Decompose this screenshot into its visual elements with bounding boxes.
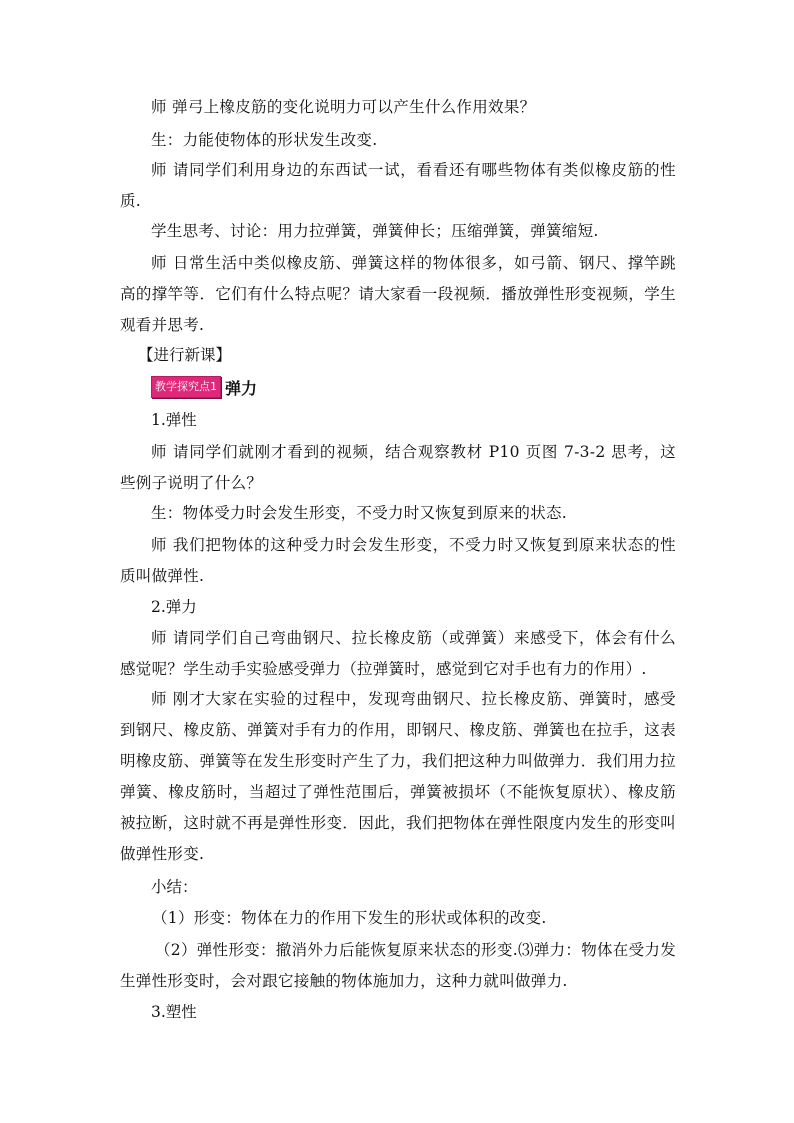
summary-item: （2）弹性形变：撤消外力后能恢复原来状态的形变.⑶弹力：物体在受力发生弹性形变时，会对跟它接触的物体施加力，这种力就叫做弹力. — [120, 941, 676, 990]
paragraph: 师 请同学们自己弯曲钢尺、拉长橡皮筋（或弹簧）来感受下，体会有什么感觉呢？学生动手实验感受弹力（拉弹簧时，感觉到它对手也有力的作用）. — [120, 629, 676, 678]
new-lesson-heading: 【进行新课】 — [138, 346, 232, 364]
paragraph: 师 弹弓上橡皮筋的变化说明力可以产生什么作用效果？ — [151, 98, 536, 116]
paragraph: 生：物体受力时会发生形变，不受力时又恢复到原来的状态. — [151, 504, 568, 522]
paragraph: 师 请同学们就刚才看到的视频，结合观察教材 P10 页图 7-3-2 思考，这些例子说明了什么？ — [120, 443, 676, 492]
section-title: 弹力 — [225, 378, 258, 398]
subheading: 1.弹性 — [151, 411, 197, 429]
section-badge: 教学探究点1 — [151, 376, 221, 398]
paragraph: 师 我们把物体的这种受力时会发生形变，不受力时又恢复到原来状态的性质叫做弹性. — [120, 536, 676, 585]
paragraph: 师 日常生活中类似橡皮筋、弹簧这样的物体很多，如弓箭、钢尺、撑竿跳高的撑竿等．它们有什么特点呢？请大家看一段视频．播放弹性形变视频，学生观看并思考. — [120, 254, 676, 334]
subheading: 2.弹力 — [151, 598, 197, 616]
paragraph: 学生思考、讨论：用力拉弹簧，弹簧伸长；压缩弹簧，弹簧缩短. — [151, 222, 599, 240]
summary-item: （1）形变：物体在力的作用下发生的形状或体积的改变. — [152, 909, 547, 927]
subheading: 3.塑性 — [151, 1003, 197, 1021]
paragraph: 师 刚才大家在实验的过程中，发现弯曲钢尺、拉长橡皮筋、弹簧时，感受到钢尺、橡皮筋、弹簧对手有力的作用，即钢尺、橡皮筋、弹簧也在拉手，这表明橡皮筋、弹簧等在发生形变时产生了力，我们把这种力叫做弹力．我们用力拉弹簧、橡皮筋时，当超过了弹性范围后，弹簧被损坏（不能恢复原状）、橡皮筋被拉断，这时就不再是弹性形变．因此，我们把物体在弹性限度内发生的形变叫做弹性形变. — [120, 690, 676, 863]
section-header — [151, 376, 257, 398]
paragraph: 师 请同学们利用身边的东西试一试，看看还有哪些物体有类似橡皮筋的性质. — [120, 161, 676, 210]
paragraph: 生：力能使物体的形状发生改变. — [151, 131, 378, 149]
paragraph: 小结： — [151, 878, 198, 896]
